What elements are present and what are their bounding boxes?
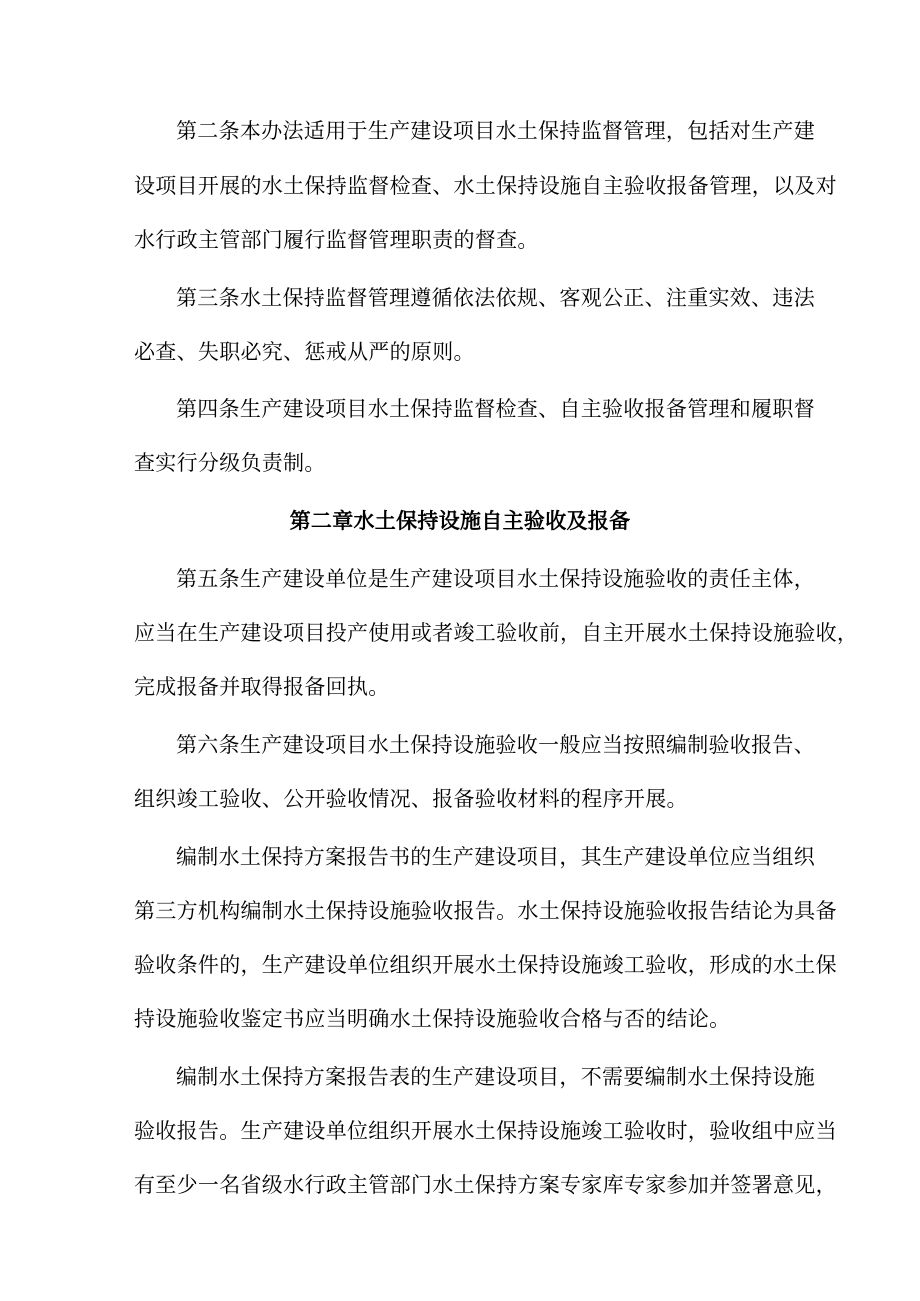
article-6-line-1: 第六条生产建设项目水土保持设施验收一般应当按照编制验收报告、 bbox=[176, 733, 815, 757]
article-4-line-2: 查实行分级负责制。 bbox=[134, 451, 326, 475]
article-5-line-2: 应当在生产建设项目投产使用或者竣工验收前，自主开展水土保持设施验收， bbox=[134, 621, 859, 645]
article-3-line-1: 第三条水土保持监督管理遵循依法依规、客观公正、注重实效、违法 bbox=[176, 286, 815, 310]
article-6-line-2: 组织竣工验收、公开验收情况、报备验收材料的程序开展。 bbox=[134, 787, 688, 811]
article-2-line-1: 第二条本办法适用于生产建设项目水土保持监督管理，包括对生产建 bbox=[176, 119, 815, 143]
article-5-line-3: 完成报备并取得报备回执。 bbox=[134, 675, 390, 699]
report-form-line-2: 验收报告。生产建设单位组织开展水土保持设施竣工验收时，验收组中应当 bbox=[134, 1119, 837, 1143]
article-2-line-2: 设项目开展的水土保持监督检查、水土保持设施自主验收报备管理，以及对 bbox=[134, 174, 837, 198]
report-form-line-3: 有至少一名省级水行政主管部门水土保持方案专家库专家参加并签署意见， bbox=[134, 1173, 837, 1197]
report-form-line-1: 编制水土保持方案报告表的生产建设项目，不需要编制水土保持设施 bbox=[176, 1065, 815, 1089]
article-2-line-3: 水行政主管部门履行监督管理职责的督查。 bbox=[134, 228, 539, 252]
report-book-line-4: 持设施验收鉴定书应当明确水土保持设施验收合格与否的结论。 bbox=[134, 1007, 731, 1031]
report-book-line-1: 编制水土保持方案报告书的生产建设项目，其生产建设单位应当组织 bbox=[176, 845, 815, 869]
report-book-line-2: 第三方机构编制水土保持设施验收报告。水土保持设施验收报告结论为具备 bbox=[134, 899, 837, 923]
article-5-line-1: 第五条生产建设单位是生产建设项目水土保持设施验收的责任主体， bbox=[176, 567, 815, 591]
report-book-line-3: 验收条件的，生产建设单位组织开展水土保持设施竣工验收，形成的水土保 bbox=[134, 953, 837, 977]
article-4-line-1: 第四条生产建设项目水土保持监督检查、自主验收报备管理和履职督 bbox=[176, 397, 815, 421]
article-3-line-2: 必查、失职必究、惩戒从严的原则。 bbox=[134, 340, 475, 364]
chapter-heading: 第二章水土保持设施自主验收及报备 bbox=[289, 509, 631, 533]
